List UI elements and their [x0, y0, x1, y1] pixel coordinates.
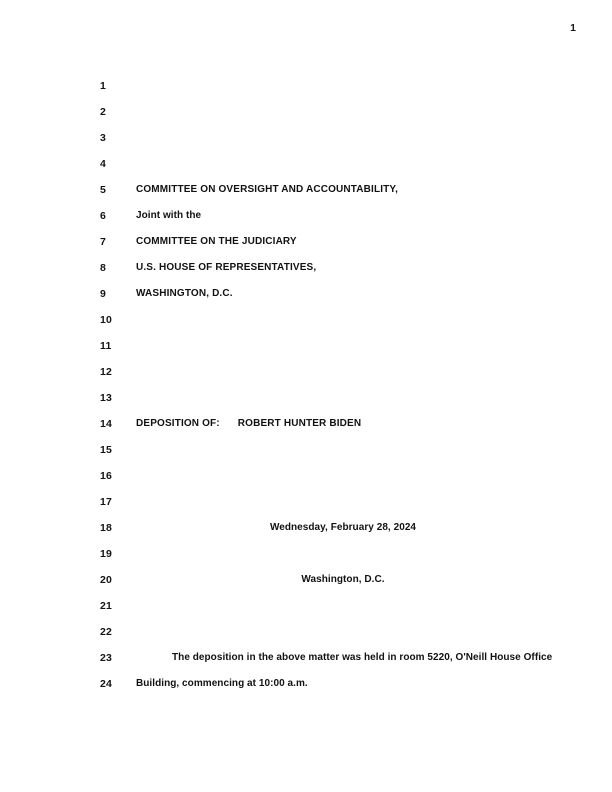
- deposition-date: Wednesday, February 28, 2024: [269, 522, 417, 533]
- transcript-line: [0, 418, 612, 444]
- transcript-line: [0, 340, 612, 366]
- transcript-line: [0, 626, 612, 652]
- deposition-location: Washington, D.C.: [301, 574, 385, 585]
- transcript-line: [0, 314, 612, 340]
- transcript-line: [0, 470, 612, 496]
- line-number: 23: [100, 652, 113, 664]
- line-number: 20: [100, 574, 113, 586]
- page-number: 1: [570, 22, 576, 34]
- transcript-line: [0, 106, 612, 132]
- transcript-line: [0, 236, 612, 262]
- line-number: 15: [100, 444, 113, 456]
- line-number: 6: [100, 210, 107, 222]
- line-number: 5: [100, 184, 107, 196]
- line-number: 11: [100, 340, 112, 352]
- transcript-line: [0, 80, 612, 106]
- transcript-line: [0, 262, 612, 288]
- line-number: 22: [100, 626, 113, 638]
- transcript-line: [0, 288, 612, 314]
- transcript-line: [0, 210, 612, 236]
- transcript-line: [0, 678, 612, 704]
- line-number: 17: [100, 496, 113, 508]
- proceedings-text-line-1: The deposition in the above matter was held in room 5220, O'Neill House Office: [172, 652, 553, 663]
- line-number: 4: [100, 158, 107, 170]
- joint-with-line: Joint with the: [136, 210, 202, 221]
- transcript-line: [0, 366, 612, 392]
- proceedings-text-line-2: Building, commencing at 10:00 a.m.: [136, 678, 308, 689]
- transcript-line: [0, 652, 612, 678]
- transcript-line: [0, 184, 612, 210]
- transcript-body: [0, 80, 612, 704]
- deposition-of-line: [136, 418, 361, 429]
- transcript-line: [0, 444, 612, 470]
- line-number: 8: [100, 262, 107, 274]
- house-of-representatives-line: U.S. HOUSE OF REPRESENTATIVES,: [136, 262, 317, 273]
- washington-dc-header-line: WASHINGTON, D.C.: [136, 288, 233, 299]
- transcript-line: [0, 548, 612, 574]
- committee-oversight-line: COMMITTEE ON OVERSIGHT AND ACCOUNTABILITY,: [136, 184, 399, 195]
- line-number: 3: [100, 132, 107, 144]
- line-number: 1: [100, 80, 107, 92]
- line-number: 19: [100, 548, 113, 560]
- line-number: 16: [100, 470, 113, 482]
- line-number: 2: [100, 106, 107, 118]
- line-number: 7: [100, 236, 107, 248]
- transcript-line: [0, 392, 612, 418]
- line-number: 13: [100, 392, 113, 404]
- transcript-line: [0, 600, 612, 626]
- transcript-line: [0, 522, 612, 548]
- line-number: 18: [100, 522, 113, 534]
- committee-judiciary-line: COMMITTEE ON THE JUDICIARY: [136, 236, 297, 247]
- line-number: 12: [100, 366, 113, 378]
- line-number: 21: [100, 600, 113, 612]
- transcript-line: [0, 574, 612, 600]
- deponent-name: ROBERT HUNTER BIDEN: [237, 418, 362, 429]
- line-number: 9: [100, 288, 107, 300]
- transcript-line: [0, 132, 612, 158]
- deposition-of-label: DEPOSITION OF:: [136, 418, 220, 429]
- line-number: 10: [100, 314, 113, 326]
- line-number: 24: [100, 678, 113, 690]
- transcript-line: [0, 496, 612, 522]
- line-number: 14: [100, 418, 113, 430]
- transcript-line: [0, 158, 612, 184]
